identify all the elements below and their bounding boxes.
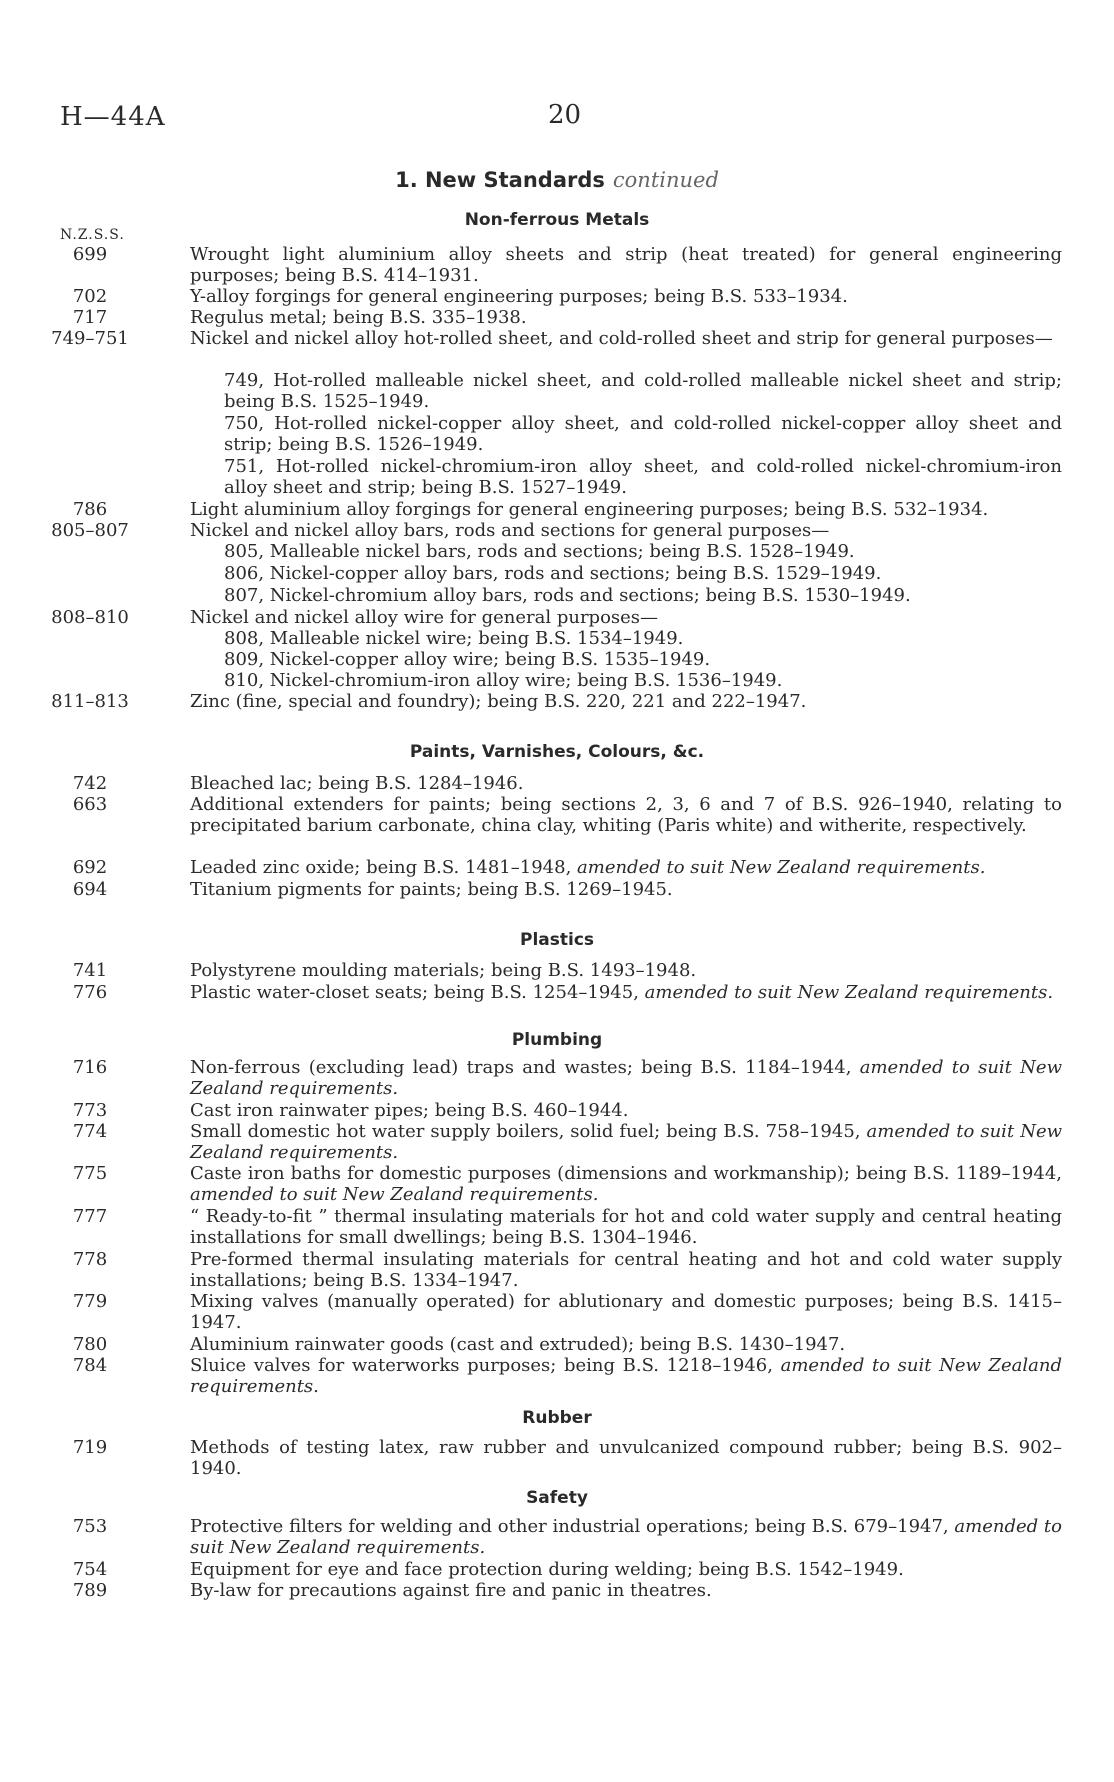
section-heading-non-ferrous: Non-ferrous Metals (464, 210, 650, 230)
standard-number: 716 (72, 1057, 108, 1078)
standard-description: Mixing valves (manually operated) for ablutionary and domestic purposes; being B.S. 1415–1947. (190, 1291, 1062, 1333)
standard-description: Additional extenders for paints; being sections 2, 3, 6 and 7 of B.S. 926–1940, relating to precipitated barium carbonate, china clay, whiting (Paris white) and witherite, respectively. (190, 794, 1062, 836)
standard-description: By-law for precautions against fire and panic in theatres. (190, 1580, 712, 1601)
amendment-note: amended to suit New Zealand requirements. (190, 1057, 1062, 1099)
standard-description: 749, Hot-rolled malleable nickel sheet, and cold-rolled malleable nickel sheet and strip; being B.S. 1525–1949. (224, 370, 1062, 412)
standard-description: 806, Nickel-copper alloy bars, rods and sections; being B.S. 1529–1949. (224, 563, 882, 584)
standard-description: Nickel and nickel alloy hot-rolled sheet, and cold-rolled sheet and strip for general purposes— (190, 328, 1053, 349)
description-text: Leaded zinc oxide; being B.S. 1481–1948, (190, 857, 578, 878)
section-heading-safety: Safety (526, 1488, 588, 1508)
standard-number: 786 (72, 499, 108, 520)
amendment-note: amended to suit New Zealand requirements. (190, 1355, 1063, 1397)
page-number: 20 (548, 100, 582, 130)
title-main: 1. New Standards (395, 168, 605, 192)
standard-number: 779 (72, 1291, 108, 1312)
standard-description: Light aluminium alloy forgings for general engineering purposes; being B.S. 532–1934. (190, 499, 989, 520)
amendment-note: amended to suit New Zealand requirements. (190, 1184, 599, 1205)
section-heading-plastics: Plastics (519, 930, 595, 950)
description-text: Plastic water-closet seats; being B.S. 1254–1945, (190, 982, 645, 1003)
standard-description (190, 1121, 1062, 1163)
standard-number: 773 (72, 1100, 108, 1121)
standard-description: Aluminium rainwater goods (cast and extruded); being B.S. 1430–1947. (190, 1334, 846, 1355)
standard-number: 749–751 (51, 328, 129, 349)
standard-number: 717 (72, 307, 108, 328)
standard-description: 808, Malleable nickel wire; being B.S. 1534–1949. (224, 628, 684, 649)
standard-description: Zinc (fine, special and foundry); being B.S. 220, 221 and 222–1947. (190, 691, 807, 712)
description-text: Protective filters for welding and other industrial operations; being B.S. 679–1947, (190, 1516, 955, 1537)
standard-description: Wrought light aluminium alloy sheets and strip (heat treated) for general engineering purposes; being B.S. 414–1931. (190, 244, 1062, 286)
standard-number: 702 (72, 286, 108, 307)
standard-number: 777 (72, 1206, 108, 1227)
standard-number: 808–810 (51, 607, 129, 628)
standard-number: 741 (72, 960, 108, 981)
standard-number: 663 (72, 794, 108, 815)
amendment-note: amended to suit New Zealand requirements. (190, 1121, 1063, 1163)
section-heading-plumbing: Plumbing (511, 1030, 603, 1050)
standard-description (190, 1355, 1062, 1397)
standard-number: 754 (72, 1559, 108, 1580)
standard-description: 751, Hot-rolled nickel-chromium-iron alloy sheet, and cold-rolled nickel-chromium-iron alloy sheet and strip; being B.S. 1527–1949. (224, 456, 1062, 498)
standard-number: 778 (72, 1249, 108, 1270)
standard-number: 719 (72, 1437, 108, 1458)
standard-number: 811–813 (51, 691, 129, 712)
standard-description: Cast iron rainwater pipes; being B.S. 460–1944. (190, 1100, 629, 1121)
standard-description: 809, Nickel-copper alloy wire; being B.S. 1535–1949. (224, 649, 711, 670)
standard-number: 742 (72, 773, 108, 794)
standard-description: Bleached lac; being B.S. 1284–1946. (190, 773, 524, 794)
standard-description: Polystyrene moulding materials; being B.S. 1493–1948. (190, 960, 697, 981)
standard-number: 699 (72, 244, 108, 265)
description-text: Non-ferrous (excluding lead) traps and wastes; being B.S. 1184–1944, (190, 1057, 860, 1078)
standard-description: 810, Nickel-chromium-iron alloy wire; being B.S. 1536–1949. (224, 670, 783, 691)
standard-description: 807, Nickel-chromium alloy bars, rods and sections; being B.S. 1530–1949. (224, 585, 911, 606)
standard-description: 750, Hot-rolled nickel-copper alloy sheet, and cold-rolled nickel-copper alloy sheet and strip; being B.S. 1526–1949. (224, 413, 1062, 455)
document-reference: H—44A (60, 102, 166, 132)
standard-description (190, 1163, 1062, 1205)
standard-number: 789 (72, 1580, 108, 1601)
standard-description: 805, Malleable nickel bars, rods and sections; being B.S. 1528–1949. (224, 541, 855, 562)
section-heading-paints: Paints, Varnishes, Colours, &c. (409, 742, 705, 762)
standard-number: 753 (72, 1516, 108, 1537)
description-text: Sluice valves for waterworks purposes; being B.S. 1218–1946, (190, 1355, 781, 1376)
standard-number: 780 (72, 1334, 108, 1355)
standard-number: 775 (72, 1163, 108, 1184)
page-title (0, 168, 1114, 192)
standard-description: Pre-formed thermal insulating materials for central heating and hot and cold water supply installations; being B.S. 1334–1947. (190, 1249, 1062, 1291)
standard-number: 692 (72, 857, 108, 878)
standard-description: Titanium pigments for paints; being B.S. 1269–1945. (190, 879, 673, 900)
standard-description: Y-alloy forgings for general engineering purposes; being B.S. 533–1934. (190, 286, 848, 307)
standard-description (190, 982, 1062, 1003)
standard-description: Regulus metal; being B.S. 335–1938. (190, 307, 527, 328)
description-text: Caste iron baths for domestic purposes (dimensions and workmanship); being B.S. 1189–1944, (190, 1163, 1062, 1184)
title-continued: continued (612, 168, 719, 192)
standard-description: “ Ready-to-fit ” thermal insulating materials for hot and cold water supply and central heating installations for small dwellings; being B.S. 1304–1946. (190, 1206, 1062, 1248)
standard-description: Nickel and nickel alloy wire for general purposes— (190, 607, 659, 628)
standard-number: 784 (72, 1355, 108, 1376)
amendment-note: amended to suit New Zealand requirements. (577, 857, 986, 878)
standard-number: 805–807 (51, 520, 129, 541)
standard-description (190, 1516, 1062, 1558)
section-heading-rubber: Rubber (522, 1408, 592, 1428)
amendment-note: amended to suit New Zealand requirements. (190, 1516, 1062, 1558)
standard-description (190, 857, 1062, 878)
column-heading: N.Z.S.S. (60, 227, 125, 243)
standard-number: 694 (72, 879, 108, 900)
standard-description: Equipment for eye and face protection during welding; being B.S. 1542–1949. (190, 1559, 904, 1580)
description-text: Small domestic hot water supply boilers, solid fuel; being B.S. 758–1945, (190, 1121, 867, 1142)
standard-description: Methods of testing latex, raw rubber and unvulcanized compound rubber; being B.S. 902–1940. (190, 1437, 1062, 1479)
standard-description: Nickel and nickel alloy bars, rods and sections for general purposes— (190, 520, 830, 541)
amendment-note: amended to suit New Zealand requirements. (644, 982, 1054, 1003)
standard-description (190, 1057, 1062, 1099)
standard-number: 774 (72, 1121, 108, 1142)
standard-number: 776 (72, 982, 108, 1003)
